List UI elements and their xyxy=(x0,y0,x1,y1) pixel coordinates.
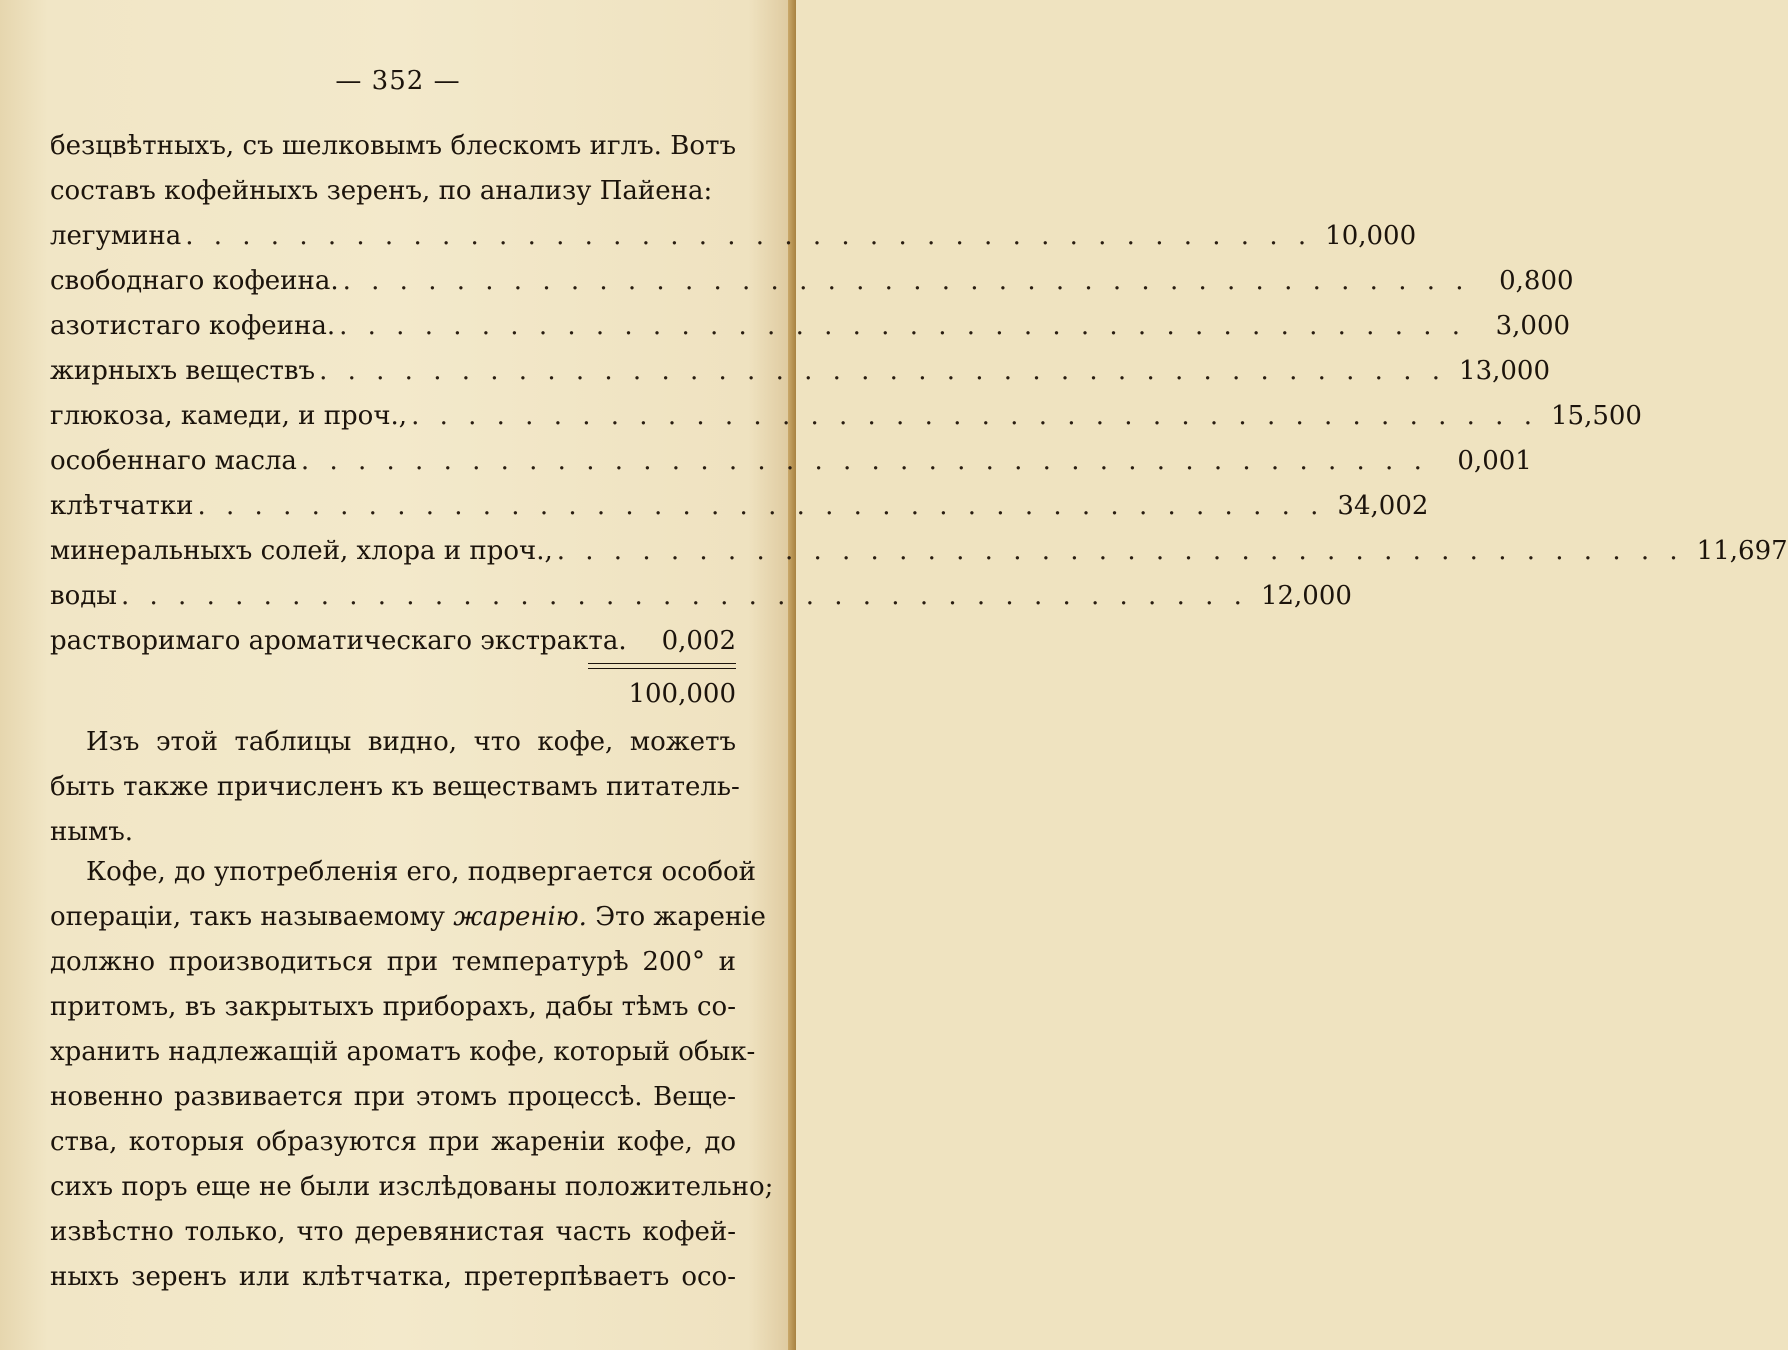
dot-leader: . . . . . . . . . . . . . . . . . . . . . . . . . . . . . . . . . . . . . . . . xyxy=(342,266,1470,296)
ingredient-value: 12,000 xyxy=(1260,581,1352,611)
text-line: новенно развивается при этомъ процессѣ. Веще- xyxy=(50,1082,736,1112)
text-segment: Это жареніе xyxy=(586,902,766,932)
ingredient-label: минеральныхъ солей, хлора и проч., xyxy=(50,536,553,566)
text-line: сихъ поръ еще не были изслѣдованы положительно; xyxy=(50,1172,774,1202)
dot-leader: . . . . . . . . . . . . . . . . . . . . . . . . . . . . . . . . . . . . . . . . xyxy=(121,581,1248,611)
table-row xyxy=(50,484,1429,529)
text-line: нымъ. xyxy=(50,817,134,847)
text-line: ныхъ зеренъ или клѣтчатка, претерпѣваетъ осо- xyxy=(50,1262,736,1292)
paragraph-roasting xyxy=(50,850,774,1300)
ingredient-value: 15,500 xyxy=(1551,401,1642,431)
dot-leader: . . . . . . . . . . . . . . . . . . . . . . . . . . . . . . . . . . . . . . . . xyxy=(300,446,1428,476)
ingredient-value: 34,002 xyxy=(1337,491,1429,521)
ingredient-label: свободнаго кофеина. xyxy=(50,266,339,296)
ingredient-value: 13,000 xyxy=(1459,356,1551,386)
dot-leader: . . . . . . . . . . . . . . . . . . . . . . . . . . . . . . . . . . . . . . . . xyxy=(339,311,1467,341)
page-number: — 352 — xyxy=(335,66,461,96)
total-rule xyxy=(588,663,736,669)
ingredient-label: воды xyxy=(50,581,117,611)
table-row xyxy=(50,304,1571,349)
text-segment: операціи, такъ называемому xyxy=(50,902,454,932)
table-row xyxy=(50,439,1532,484)
text-line: хранить надлежащій ароматъ кофе, который обык- xyxy=(50,1037,756,1067)
table-row xyxy=(50,259,1574,304)
ingredient-label: жирныхъ веществъ xyxy=(50,356,316,386)
table-row xyxy=(50,619,736,664)
composition-table xyxy=(50,214,1788,664)
paragraph-table-note xyxy=(50,720,740,855)
table-row xyxy=(50,394,1642,439)
dot-leader: . . . . . . . . . . . . . . . . . . . . . . . . . . . . . . . . . . . . . . . . xyxy=(319,356,1447,386)
dot-leader: . . . . . . . . . . . . . . . . . . . . . . . . . . . . . . . . . . . . . . . . xyxy=(185,221,1313,251)
page-edge xyxy=(788,0,796,1350)
text-line: ства, которыя образуются при жареніи кофе, до xyxy=(50,1127,736,1157)
ingredient-label: растворимаго ароматическаго экстракта. xyxy=(50,626,627,656)
dot-leader: . . . . . . . . . . . . . . . . . . . . . . . . . . . . . . . . . . . . . . . . xyxy=(197,491,1325,521)
text-line: составъ кофейныхъ зеренъ, по анализу Пайена: xyxy=(50,176,713,206)
text-line: безцвѣтныхъ, съ шелковымъ блескомъ иглъ. Вотъ xyxy=(50,131,736,161)
ingredient-value: 10,000 xyxy=(1325,221,1417,251)
ingredient-label: азотистаго кофеина. xyxy=(50,311,336,341)
ingredient-value: 11,697 xyxy=(1696,536,1788,566)
text-line: быть также причисленъ къ веществамъ питатель- xyxy=(50,772,740,802)
table-row xyxy=(50,529,1788,574)
text-line: должно производиться при температурѣ 200° и xyxy=(50,947,736,977)
emphasis-term: жаренію. xyxy=(453,902,587,932)
text-line: Кофе, до употребленія его, подвергается особой xyxy=(86,857,757,887)
ingredient-value: 3,000 xyxy=(1495,311,1571,341)
ingredient-value: 0,800 xyxy=(1499,266,1574,296)
text-line-with-emphasis xyxy=(50,895,766,940)
ingredient-value: 0,002 xyxy=(661,626,736,656)
text-line: извѣстно только, что деревянистая часть кофей- xyxy=(50,1217,736,1247)
ingredient-label: легумина xyxy=(50,221,182,251)
dot-leader: . . . . . . . . . . . . . . . . . . . . . . . . . . . . . . . . . . . . . . . . xyxy=(556,536,1684,566)
intro-text xyxy=(50,124,736,214)
dot-leader: . . . . . . . . . . . . . . . . . . . . . . . . . . . . . . . . . . . . . . . . xyxy=(411,401,1538,431)
ingredient-label: глюкоза, камеди, и проч., xyxy=(50,401,408,431)
table-total: 100,000 xyxy=(628,679,736,709)
table-row xyxy=(50,214,1417,259)
text-line: притомъ, въ закрытыхъ приборахъ, дабы тѣмъ со- xyxy=(50,992,736,1022)
table-row xyxy=(50,574,1352,619)
ingredient-label: клѣтчатки xyxy=(50,491,194,521)
ingredient-value: 0,001 xyxy=(1457,446,1532,476)
text-line: Изъ этой таблицы видно, что кофе, можетъ xyxy=(86,727,736,757)
table-row xyxy=(50,349,1551,394)
ingredient-label: особеннаго масла xyxy=(50,446,297,476)
